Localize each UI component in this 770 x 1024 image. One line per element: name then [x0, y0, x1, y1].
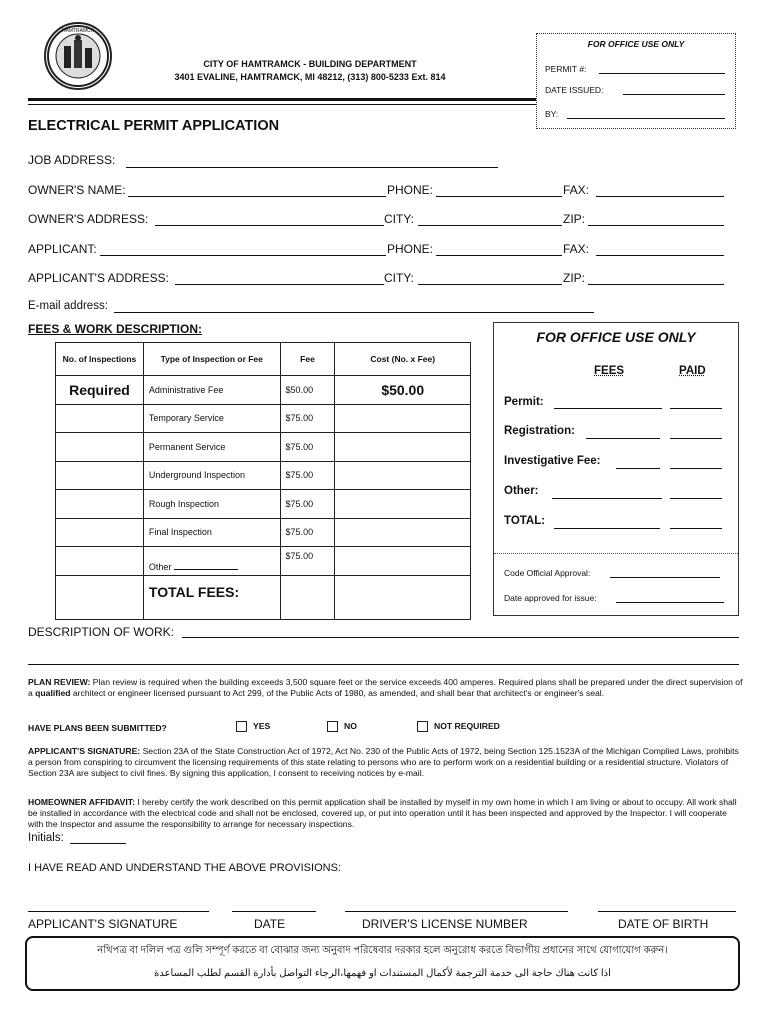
table-row	[56, 376, 471, 405]
plan-review-text-b: architect or engineer licensed pursuant to Act 299, of the Public Acts of 1980, as amended, and shall bear that architect's or engineer's seal.	[72, 688, 605, 698]
table-row	[56, 518, 471, 547]
total-fee-field[interactable]	[554, 528, 660, 529]
applicant-city-label: CITY:	[384, 271, 415, 285]
fees-table	[55, 342, 471, 620]
total-label: TOTAL:	[504, 515, 546, 527]
type-cell: Temporary Service	[143, 404, 280, 433]
owner-phone-label: PHONE:	[387, 183, 434, 197]
table-row	[56, 433, 471, 462]
email-label: E-mail address:	[28, 300, 108, 312]
office-divider	[494, 553, 738, 554]
table-row	[56, 404, 471, 433]
yes-checkbox[interactable]	[236, 721, 247, 732]
other-fee-field[interactable]	[552, 498, 662, 499]
registration-label: Registration:	[504, 425, 575, 437]
col-header-inspections: No. of Inspections	[56, 343, 144, 376]
fee-cell: $50.00	[280, 376, 335, 405]
permit-fee-field[interactable]	[554, 408, 662, 409]
applicant-phone-field[interactable]	[436, 255, 562, 256]
plans-yes-option[interactable]	[236, 721, 270, 732]
fee-cell: $75.00	[280, 433, 335, 462]
cost-cell[interactable]	[335, 404, 471, 433]
cost-cell[interactable]	[335, 461, 471, 490]
office-use-box-fees	[493, 322, 739, 616]
header-rule-thin	[28, 104, 536, 105]
dob-label: DATE OF BIRTH	[618, 917, 709, 931]
applicant-fax-label: FAX:	[563, 242, 590, 256]
other-paid-field[interactable]	[670, 498, 722, 499]
total-fees-label: TOTAL FEES:	[143, 575, 280, 619]
date-field[interactable]	[232, 911, 316, 912]
homeowner-affidavit-text: I hereby certify the work described on this permit application shall be installed by myself in my own home in which I am living or about to occupy. All work shall be installed in accordance with the electrical code and shall not be enclosed, covered up, or put into operation until it has been inspected and approved by the Inspector. I will cooperate with the Inspector and assume the responsibility to arrange for necessary inspections.	[28, 797, 737, 829]
not-required-label: NOT REQUIRED	[434, 721, 500, 731]
inspections-cell[interactable]	[56, 547, 144, 576]
applicant-signature-heading: APPLICANT'S SIGNATURE:	[28, 746, 141, 756]
no-label: NO	[344, 721, 357, 731]
owner-name-label: OWNER'S NAME:	[28, 183, 126, 197]
homeowner-affidavit-heading: HOMEOWNER AFFIDAVIT:	[28, 797, 135, 807]
other-fee-label: Other:	[504, 485, 539, 497]
description-field-2[interactable]	[28, 664, 739, 665]
owner-zip-label: ZIP:	[563, 212, 586, 226]
table-row	[56, 490, 471, 519]
yes-label: YES	[253, 721, 271, 731]
dept-address: 3401 EVALINE, HAMTRAMCK, MI 48212, (313) 800-5233 Ext. 814	[174, 72, 446, 82]
applicant-phone-label: PHONE:	[387, 242, 434, 256]
fees-col-label: FEES	[594, 365, 625, 377]
bangla-notice: নথিপত্র বা দলিল পত্র গুলি সম্পূর্ণ করতে বা বোঝার জন্য অনুবাদ পরিষেবার দরকার হলে অনুরোধ করতে বিভাগীয় প্রধানের সাথে যোগাযোগ করুন।	[97, 945, 668, 956]
inspections-cell[interactable]	[56, 433, 144, 462]
license-label: DRIVER'S LICENSE NUMBER	[362, 917, 528, 931]
fees-heading: FEES & WORK DESCRIPTION:	[28, 322, 203, 336]
plans-no-option[interactable]	[327, 721, 357, 732]
owner-fax-field[interactable]	[596, 196, 724, 197]
applicant-address-field[interactable]	[175, 284, 384, 285]
type-cell: Permanent Service	[143, 433, 280, 462]
initials-label: Initials:	[28, 832, 64, 844]
cost-cell[interactable]: $50.00	[335, 376, 471, 405]
no-checkbox[interactable]	[327, 721, 338, 732]
job-address-field[interactable]	[126, 167, 498, 168]
inspections-cell[interactable]: Required	[56, 376, 144, 405]
fee-cell: $75.00	[280, 461, 335, 490]
total-paid-field[interactable]	[670, 528, 722, 529]
investigative-fee-field[interactable]	[616, 468, 660, 469]
office-fees-title: FOR OFFICE USE ONLY	[536, 329, 696, 345]
total-blank-cell	[56, 575, 144, 619]
not-required-checkbox[interactable]	[417, 721, 428, 732]
plan-review-paragraph	[28, 677, 744, 699]
description-label: DESCRIPTION OF WORK:	[28, 625, 175, 639]
permit-number-field[interactable]	[599, 73, 725, 74]
provisions-statement: I HAVE READ AND UNDERSTAND THE ABOVE PROVISIONS:	[28, 862, 341, 874]
owner-address-label: OWNER'S ADDRESS:	[28, 212, 149, 226]
by-field[interactable]	[567, 118, 725, 119]
table-row-total	[56, 575, 471, 619]
investigative-paid-field[interactable]	[670, 468, 722, 469]
cost-cell[interactable]	[335, 547, 471, 576]
applicant-city-field[interactable]	[418, 284, 562, 285]
inspections-cell[interactable]	[56, 461, 144, 490]
permit-number-label: PERMIT #:	[545, 64, 587, 74]
owner-address-field[interactable]	[155, 225, 384, 226]
homeowner-affidavit-paragraph	[28, 797, 744, 830]
fee-cell: $75.00	[280, 404, 335, 433]
applicant-signature-text: Section 23A of the State Construction Act of 1972, Act No. 230 of the Public Acts of 1972, being Section 125.1523A of the Michigan Complied Laws, prohibits a person from conspiring to circumvent the licensing requirements of this state relating to persons who are to perform work on a residential building or a residential structure. Violators of Section 23A are subject to civil fines. By signing this application, I consent to receiving notices by e-mail.	[28, 746, 739, 778]
translation-notice-box	[25, 936, 740, 991]
col-header-type: Type of Inspection or Fee	[143, 343, 280, 376]
owner-name-field[interactable]	[128, 196, 386, 197]
form-title: ELECTRICAL PERMIT APPLICATION	[28, 118, 280, 134]
code-official-label: Code Official Approval:	[504, 568, 591, 578]
date-approved-label: Date approved for issue:	[504, 593, 597, 603]
svg-text:HAMTRAMCK: HAMTRAMCK	[61, 28, 95, 34]
registration-fee-field[interactable]	[586, 438, 660, 439]
inspections-cell[interactable]	[56, 518, 144, 547]
fee-cell: $75.00	[280, 490, 335, 519]
cost-cell[interactable]	[335, 490, 471, 519]
applicant-field[interactable]	[100, 255, 386, 256]
type-cell: Administrative Fee	[143, 376, 280, 405]
applicant-signature-paragraph	[28, 746, 744, 779]
dob-field[interactable]	[598, 911, 736, 912]
applicant-zip-field[interactable]	[588, 284, 724, 285]
other-type-field[interactable]	[174, 569, 238, 570]
job-address-label: JOB ADDRESS:	[28, 153, 116, 167]
plan-review-text-a: Plan review is required when the building exceeds 3,500 square feet or the service exceeds 400 amperes. Required plans shall be prepared under the direct supervision of a	[28, 677, 743, 698]
total-fee-cell	[280, 575, 335, 619]
fee-cell: $75.00	[280, 518, 335, 547]
registration-paid-field[interactable]	[670, 438, 722, 439]
license-field[interactable]	[345, 911, 568, 912]
paid-col-label: PAID	[679, 365, 706, 377]
table-row	[56, 461, 471, 490]
city-seal-logo	[44, 22, 112, 90]
col-header-cost: Cost (No. x Fee)	[335, 343, 471, 376]
type-cell: Rough Inspection	[143, 490, 280, 519]
inspections-cell[interactable]	[56, 490, 144, 519]
type-cell: Final Inspection	[143, 518, 280, 547]
date-label: DATE	[254, 917, 286, 931]
applicant-address-label: APPLICANT'S ADDRESS:	[28, 271, 169, 285]
plan-review-label: PLAN REVIEW:	[28, 677, 91, 687]
permit-paid-field[interactable]	[670, 408, 722, 409]
date-issued-label: DATE ISSUED:	[545, 85, 604, 95]
header-rule-thick	[28, 98, 536, 101]
col-header-fee: Fee	[280, 343, 335, 376]
code-official-field[interactable]	[610, 577, 720, 578]
owner-fax-label: FAX:	[563, 183, 590, 197]
type-cell: Underground Inspection	[143, 461, 280, 490]
date-issued-field[interactable]	[623, 94, 725, 95]
owner-city-field[interactable]	[418, 225, 562, 226]
arabic-notice: اذا كانت هناك حاجة الى خدمة الترجمة لأكمال المستندات او فهمها،الرجاء التواصل بأدارة القسم لطلب المساعدة	[154, 968, 611, 979]
initials-field[interactable]	[70, 843, 126, 844]
permit-fee-label: Permit:	[504, 396, 544, 408]
applicant-label: APPLICANT:	[28, 242, 97, 256]
type-cell	[143, 547, 280, 576]
owner-phone-field[interactable]	[436, 196, 562, 197]
office-use-box-top	[536, 33, 736, 129]
owner-city-label: CITY:	[384, 212, 415, 226]
dept-line: CITY OF HAMTRAMCK - BUILDING DEPARTMENT	[203, 59, 417, 69]
email-field[interactable]	[114, 312, 594, 313]
plans-not-required-option[interactable]	[417, 721, 500, 732]
by-label: BY:	[545, 109, 559, 119]
qualified-text: qualified	[35, 688, 71, 698]
office-use-title: FOR OFFICE USE ONLY	[587, 39, 685, 49]
owner-zip-field[interactable]	[588, 225, 724, 226]
fee-cell: $75.00	[280, 547, 335, 576]
plans-submitted-question: HAVE PLANS BEEN SUBMITTED?	[28, 723, 167, 733]
description-field-1[interactable]	[182, 637, 739, 638]
applicant-zip-label: ZIP:	[563, 271, 586, 285]
total-cost-cell[interactable]	[335, 575, 471, 619]
inspections-cell[interactable]	[56, 404, 144, 433]
cost-cell[interactable]	[335, 518, 471, 547]
applicant-signature-field[interactable]	[28, 911, 209, 912]
investigative-fee-label: Investigative Fee:	[504, 455, 601, 467]
table-row	[56, 547, 471, 576]
date-approved-field[interactable]	[616, 602, 724, 603]
applicant-fax-field[interactable]	[596, 255, 724, 256]
applicant-signature-label: APPLICANT'S SIGNATURE	[28, 917, 178, 931]
cost-cell[interactable]	[335, 433, 471, 462]
other-type-label: Other	[148, 561, 172, 572]
